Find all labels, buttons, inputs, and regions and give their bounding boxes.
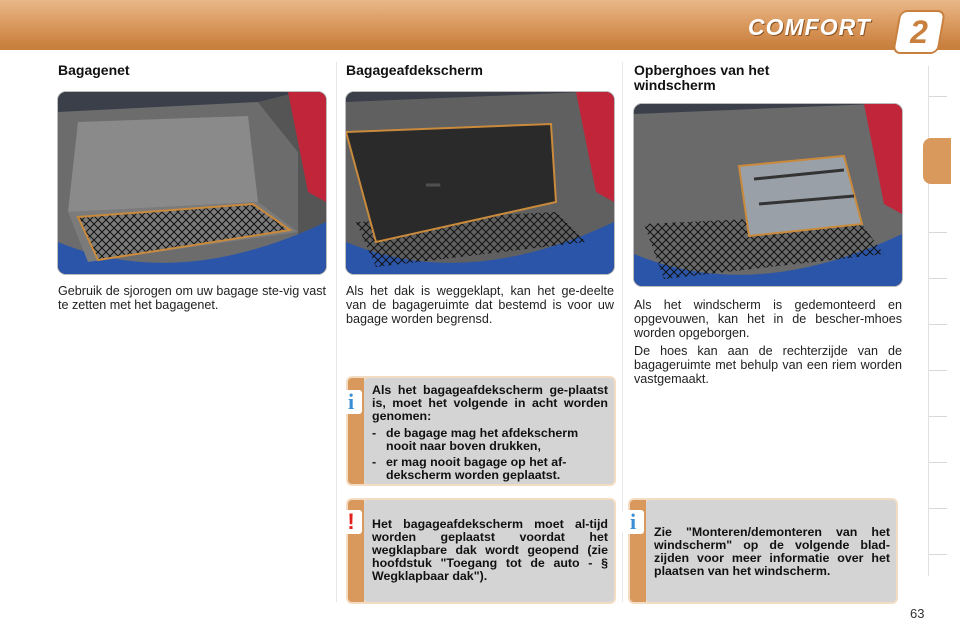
section-title-bagagenet: Bagagenet (58, 62, 130, 78)
info-box-content (364, 378, 614, 484)
warning-text: Het bagageafdekscherm moet al-tijd worden geplaatst voordat het wegklapbare dak wordt geopend (zie hoofdstuk "Toegang tot de auto - § Wegklapbaar dak"). (372, 517, 608, 583)
photo-windscreen-bag (634, 104, 902, 286)
list-item (372, 427, 608, 453)
list-item (372, 456, 608, 482)
photo-luggage-net (58, 92, 326, 274)
warning-icon: ! (340, 510, 362, 534)
svg-text:══: ══ (426, 180, 441, 191)
tab-divider (929, 370, 947, 371)
info-icon: i (340, 390, 362, 414)
tab-divider (929, 232, 947, 233)
tab-divider (929, 324, 947, 325)
text-opberghoes (634, 298, 902, 390)
paragraph: Als het windscherm is gedemonteerd en opgevouwen, kan het in de bescher-mhoes worden opgeborgen. (634, 298, 902, 340)
photo-luggage-cover (346, 92, 614, 274)
text-bagageafdekscherm: Als het dak is weggeklapt, kan het ge-deelte van de bagageruimte dat bestemd is voor uw bagage worden begrensd. (346, 284, 614, 326)
info-windscreen-text: Zie "Monteren/demonteren van het windscherm" op de volgende blad-zijden voor meer informatie over het plaatsen van het windscherm. (654, 525, 890, 578)
column-separator (336, 62, 337, 602)
chapter-title: COMFORT (748, 14, 871, 40)
list-item-text: de bagage mag het afdekscherm nooit naar boven drukken, (386, 426, 579, 453)
tab-divider (929, 96, 947, 97)
list-item-text: er mag nooit bagage op het af-dekscherm worden geplaatst. (386, 455, 567, 482)
tab-divider (929, 278, 947, 279)
tab-active-chapter (923, 138, 951, 184)
tab-divider (929, 508, 947, 509)
tab-divider (929, 554, 947, 555)
header-line (0, 46, 960, 50)
text-bagagenet: Gebruik de sjorogen om uw bagage ste-vig vast te zetten met het bagagenet. (58, 284, 326, 312)
section-title-bagageafdekscherm: Bagageafdekscherm (346, 62, 483, 78)
chapter-number-badge (894, 12, 943, 52)
tab-divider (929, 416, 947, 417)
info-intro: Als het bagageafdekscherm ge-plaatst is, moet het volgende in acht worden genomen: (372, 383, 608, 423)
dash-bullet: - (372, 455, 377, 469)
dash-bullet: - (372, 426, 377, 440)
paragraph: De hoes kan aan de rechterzijde van de bagageruimte met behulp van een riem worden vastgemaakt. (634, 344, 902, 386)
warning-box-cover (346, 498, 616, 604)
chapter-number: 2 (910, 14, 928, 50)
info-box-content (646, 500, 896, 602)
page-number: 63 (910, 606, 925, 621)
info-box-cover (346, 376, 616, 486)
page-header (0, 0, 960, 52)
info-box-windscreen (628, 498, 898, 604)
tab-divider (929, 462, 947, 463)
info-icon: i (622, 510, 644, 534)
chapter-tabs (928, 66, 946, 576)
warning-box-content (364, 500, 614, 602)
section-title-opberghoes: Opberghoes van het windscherm (634, 62, 770, 93)
